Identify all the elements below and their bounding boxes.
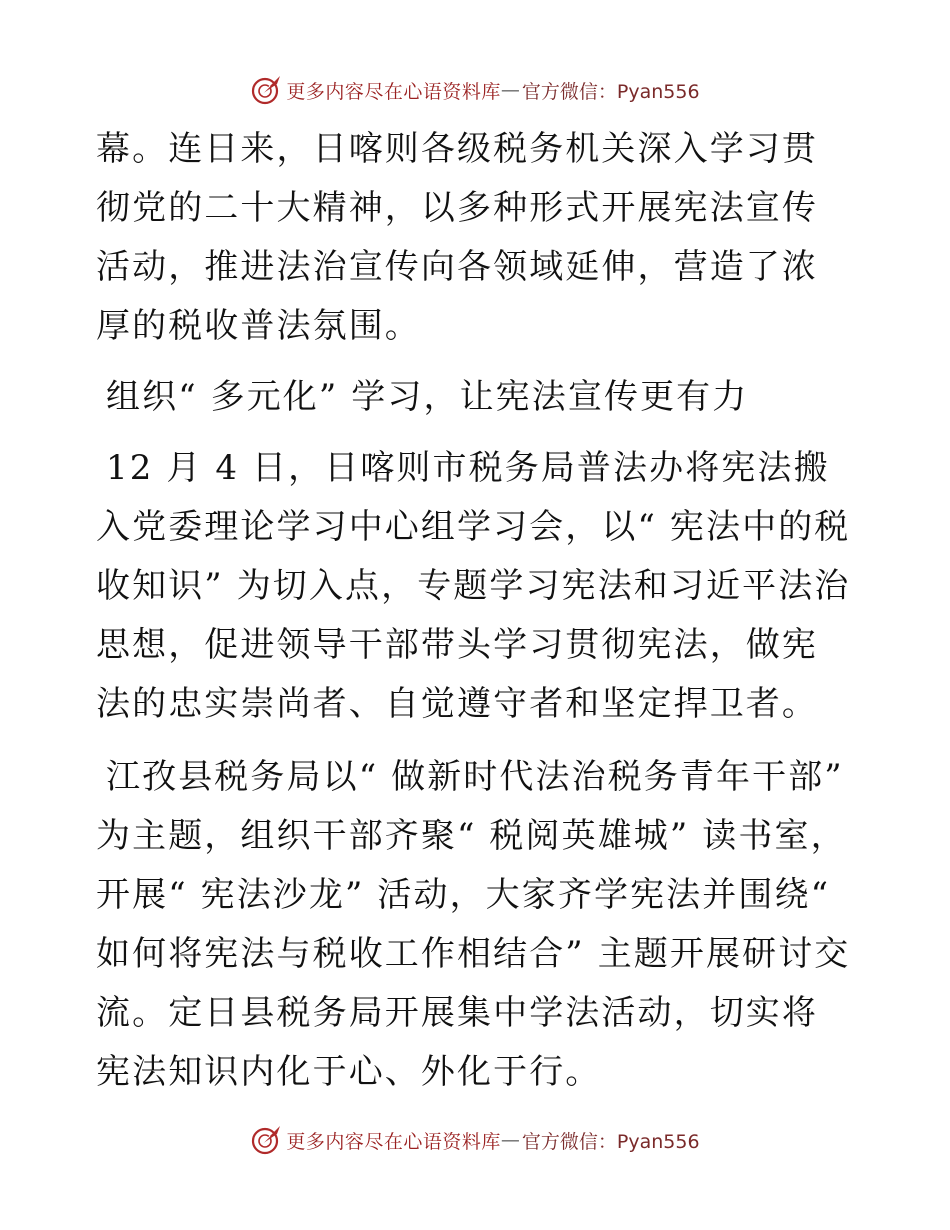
footer-watermark-banner: [0, 1120, 950, 1160]
banner-wechat-text: 官方微信：Pyan556: [521, 80, 700, 103]
banner-site-text: 更多内容尽在心语资料库: [286, 1130, 501, 1153]
paragraph-intro: 幕。连日来，日喀则各级税务机关深入学习贯彻党的二十大精神，以多种形式开展宪法宣传活动，推进法治宣传向各领域延伸，营造了浓厚的税收普法氛围。: [96, 129, 818, 346]
paragraph-county-bureaus: 江孜县税务局以“ 做新时代法治税务青年干部” 为主题，组织干部齐聚“ 税阅英雄城” 读书室，开展“ 宪法沙龙” 活动，大家齐学宪法并围绕“ 如何将宪法与税收工作相结合” 主题开展研讨交流。定日县税务局开展集中学法活动，切实将宪法知识内化于心、外化于行。: [96, 757, 851, 1092]
header-watermark-banner: [0, 70, 950, 110]
banner-separator: —: [500, 1129, 520, 1151]
banner-site-text: 更多内容尽在心语资料库: [286, 80, 501, 103]
paragraph-city-bureau: 12 月 4 日，日喀则市税务局普法办将宪法搬入党委理论学习中心组学习会，以“ 宪法中的税收知识” 为切入点，专题学习宪法和习近平法治思想，促进领导干部带头学习贯彻宪法，做宪法的忠实崇尚者、自觉遵守者和坚定捍卫者。: [96, 448, 851, 724]
quill-logo-icon: [250, 1123, 284, 1157]
document-body: [96, 120, 852, 1102]
banner-wechat-text: 官方微信：Pyan556: [521, 1130, 700, 1153]
banner-separator: —: [500, 79, 520, 101]
section-heading: 组织“ 多元化” 学习，让宪法宣传更有力: [106, 377, 749, 417]
quill-logo-icon: [250, 73, 284, 107]
